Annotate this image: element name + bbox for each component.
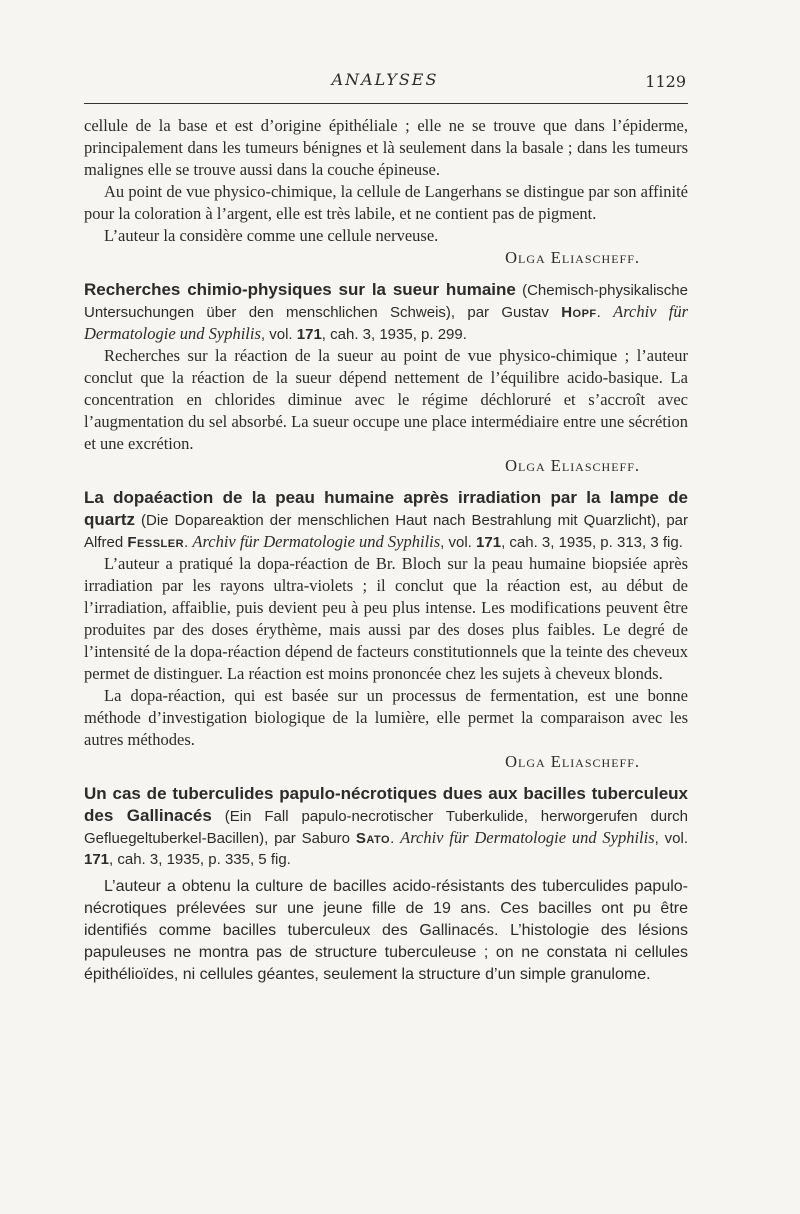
entry3-ref-open: (Ein Fall papulo-necrotischer Tuberkulide, herworgerufen durch Gefluegeltuberkel-Bacillen), par Saburo xyxy=(84,808,688,847)
entry1-journal: Archiv für Dermatologie und Syphilis xyxy=(84,302,689,343)
entry1-author: Hopf xyxy=(561,304,597,321)
entry3-title: Un cas de tuberculides papulo-nécrotiques dues aux bacilles tuberculeux des Gallinacés xyxy=(84,784,688,825)
entry2-ref-dot: . xyxy=(184,534,193,551)
entry2-volume: 171 xyxy=(476,534,502,551)
intro-paragraph-3: L’auteur la considère comme une cellule nerveuse. xyxy=(104,226,439,245)
entry3-vol-label: , vol. xyxy=(654,830,689,847)
header-rule xyxy=(84,103,688,104)
entry3-paragraph-1: L’auteur a obtenu la culture de bacilles acido-résistants des tuberculides papulo-nécrotiques prélevées sur une jeune fille de 19 ans. Ces bacilles ont pu être identifiés comme bacilles tuberculeux des Gallinacés. L’histologie des lésions papuleuses ne montra pas de structure tuberculeuse ; on ne constata ni cellules épithélioïdes, ni cellules géantes, seulement la structure d’un simple granulome. xyxy=(84,878,688,983)
entry1-ref-dot: . xyxy=(596,304,614,321)
entry2-signature: Olga Eliascheff. xyxy=(505,752,640,771)
entry2-title: La dopaéaction de la peau humaine après irradiation par la lampe de quartz xyxy=(84,488,688,529)
intro-paragraph-1: cellule de la base et est d’origine épithéliale ; elle ne se trouve que dans l’épiderme, principalement dans les tumeurs bénignes et là seulement dans la basale ; dans les tumeurs malignes elle se trouve aussi dans la couche épineuse. xyxy=(84,116,688,179)
intro-signature: Olga Eliascheff. xyxy=(505,248,640,267)
entry2-heading xyxy=(84,487,688,553)
entry3-ref-dot: . xyxy=(390,830,401,847)
entry3-author: Sato xyxy=(355,830,391,847)
page-body xyxy=(84,115,688,986)
entry1-ref-tail: , cah. 3, 1935, p. 299. xyxy=(321,326,467,343)
page-number: 1129 xyxy=(645,72,686,91)
entry2-journal: Archiv für Dermatologie und Syphilis xyxy=(192,532,441,551)
entry1-title: Recherches chimio-physiques sur la sueur humaine xyxy=(84,280,516,299)
entry3-heading xyxy=(84,783,688,870)
entry1-signature: Olga Eliascheff. xyxy=(505,456,640,475)
entry2-ref-open: (Die Dopareaktion der menschlichen Haut nach Bestrahlung mit Quarzlicht), par Alfred xyxy=(84,512,688,551)
entry2-ref-tail: , cah. 3, 1935, p. 313, 3 fig. xyxy=(501,534,683,551)
running-head-title: ANALYSES xyxy=(331,70,439,89)
entry1-ref-open: (Chemisch-physikalische Untersuchungen über den menschlichen Schweis), par Gustav xyxy=(84,282,688,321)
entry1-paragraph-1: Recherches sur la réaction de la sueur au point de vue physico-chimique ; l’auteur conclut que la réaction de la sueur dépend nettement de l’équilibre acido-basique. La concentration en chlorides diminue avec le régime déchloruré et s’accroît avec l’augmentation du sel absorbé. La sueur occupe une place intermédiaire entre une sécrétion et une excrétion. xyxy=(84,346,688,453)
entry1-vol-label: , vol. xyxy=(260,326,297,343)
entry1-heading xyxy=(84,279,688,345)
entry3-ref-tail: , cah. 3, 1935, p. 335, 5 fig. xyxy=(109,851,291,868)
entry2-paragraph-1: L’auteur a pratiqué la dopa-réaction de Br. Bloch sur la peau humaine biopsiée après irradiation par les rayons ultra-violets ; il conclut que la réaction est, au début de l’irradiation, affaiblie, puis devient peu à peu plus intense. Les modifications peuvent être produites par des doses érythème, mais aussi par des doses plus faibles. Le degré de l’intensité de la dopa-réaction dépend de facteurs constitutionnels que la teinte des cheveux permet de distinguer. La réaction est moins prononcée chez les sujets à cheveux blonds. xyxy=(84,554,688,683)
entry2-author: Fessler xyxy=(127,534,185,551)
running-head xyxy=(84,70,686,94)
entry2-paragraph-2: La dopa-réaction, qui est basée sur un processus de fermentation, est une bonne méthode d’investigation biologique de la lumière, elle permet la comparaison avec les autres méthodes. xyxy=(84,686,688,749)
entry2-vol-label: , vol. xyxy=(440,534,477,551)
entry1-volume: 171 xyxy=(296,326,322,343)
entry3-volume: 171 xyxy=(84,851,110,868)
entry3-journal: Archiv für Dermatologie und Syphilis xyxy=(400,828,655,847)
intro-paragraph-2: Au point de vue physico-chimique, la cellule de Langerhans se distingue par son affinité pour la coloration à l’argent, elle est très labile, et ne contient pas de pigment. xyxy=(84,182,688,223)
